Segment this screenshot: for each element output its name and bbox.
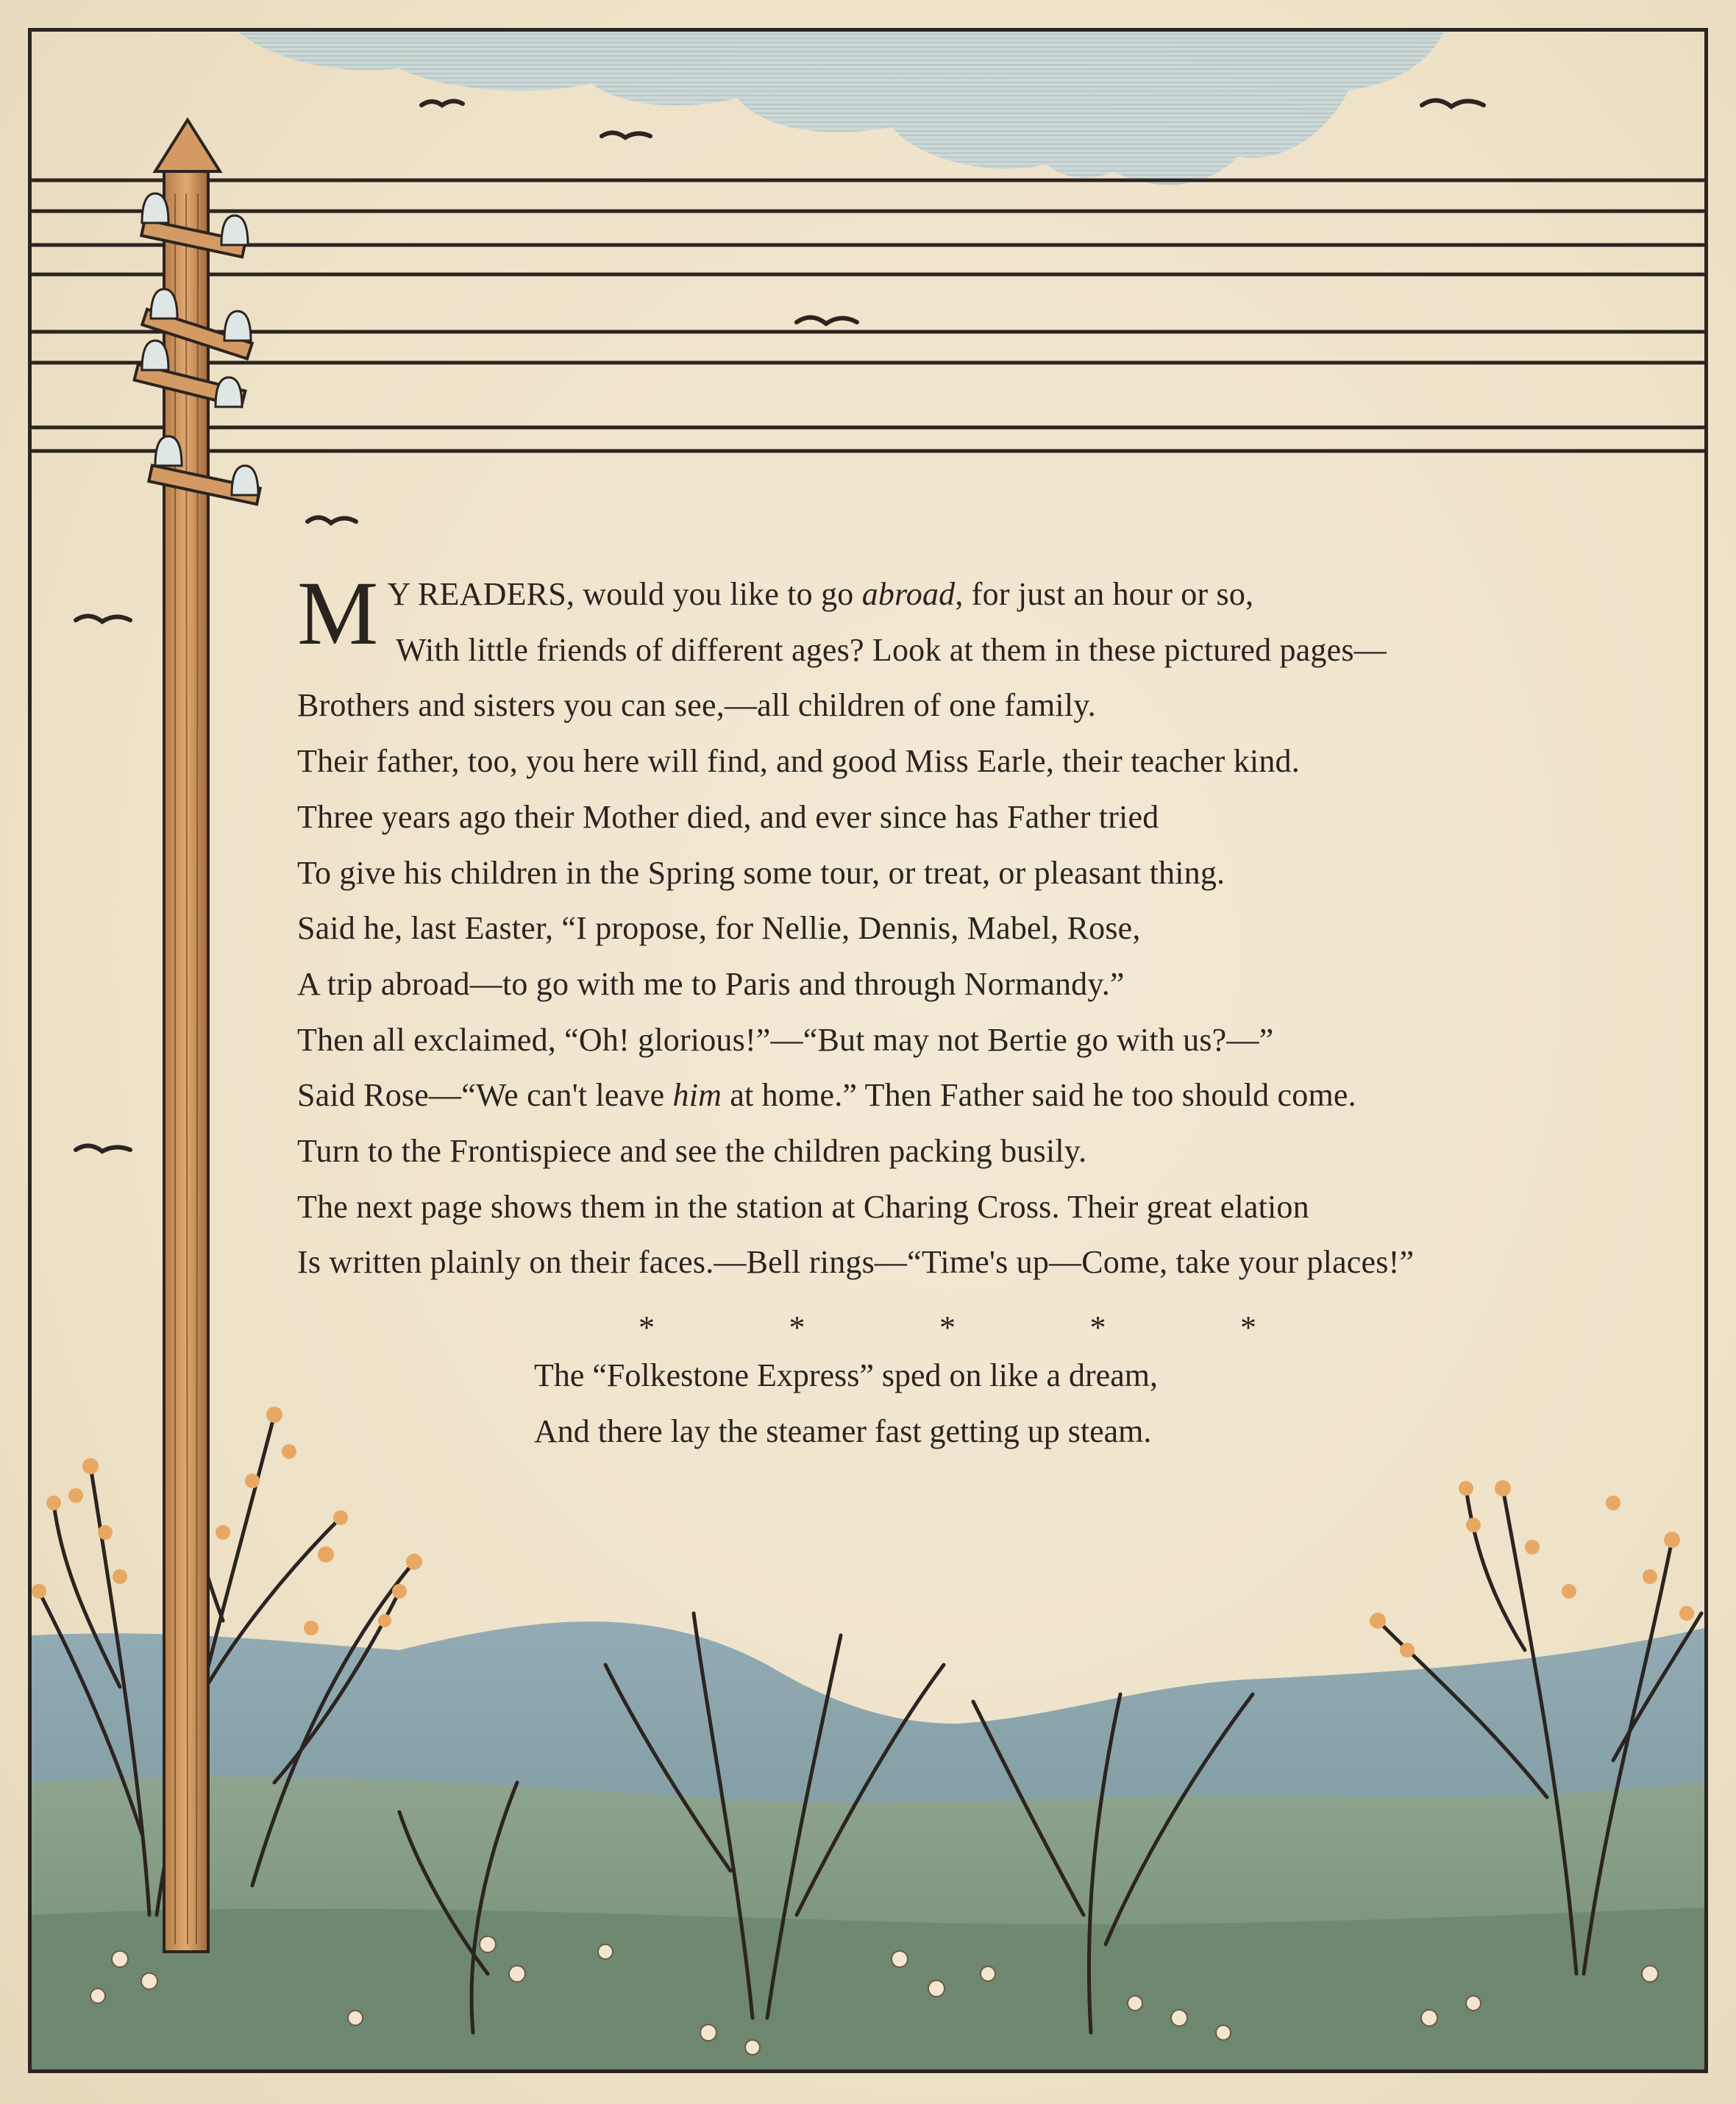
poem-line-1: M Y READERS, would you like to go abroad, for just an hour or so, [297, 563, 1254, 664]
poem-line-13: Is written plainly on their faces.—Bell rings—“Time's up—Come, take your places!” [297, 1244, 1415, 1281]
poem-line-5: Three years ago their Mother died, and ever since has Father tried [297, 798, 1159, 835]
asterisk: * [789, 1309, 805, 1346]
poem-line-12: The next page shows them in the station at Charing Cross. Their great elation [297, 1188, 1309, 1225]
asterisk: * [638, 1309, 655, 1346]
poem-line-7: Said he, last Easter, “I propose, for Nellie, Dennis, Mabel, Rose, [297, 910, 1141, 947]
section-asterisks [638, 1309, 1256, 1346]
telegraph-wires [32, 180, 1704, 451]
poem-line-4: Their father, too, you here will find, and good Miss Earle, their teacher kind. [297, 743, 1300, 780]
sky-clouds [238, 32, 1444, 185]
poem-line-6: To give his children in the Spring some tour, or treat, or pleasant thing. [297, 854, 1225, 891]
closing-couplet [534, 1348, 1417, 1460]
poem-line-3: Brothers and sisters you can see,—all children of one family. [297, 687, 1096, 724]
asterisk: * [1089, 1309, 1106, 1346]
closing-line-2: And there lay the steamer fast getting up steam. [534, 1413, 1152, 1449]
drop-cap: M [297, 563, 379, 664]
asterisk: * [939, 1309, 956, 1346]
poem-line-10: Said Rose—“We can't leave him at home.” Then Father said he too should come. [297, 1077, 1356, 1114]
poem-line-2: With little friends of different ages? Look at them in these pictured pages— [396, 631, 1387, 668]
closing-line-1: The “Folkestone Express” sped on like a dream, [534, 1357, 1158, 1393]
blossoms-right [1370, 1480, 1694, 1657]
poem-line-8: A trip abroad—to go with me to Paris and through Normandy.” [297, 965, 1125, 1002]
poem-text [297, 563, 1695, 1290]
asterisk: * [1240, 1309, 1256, 1346]
poem-line-11: Turn to the Frontispiece and see the children packing busily. [297, 1133, 1087, 1170]
distant-hills [32, 1621, 1704, 2069]
poem-line-9: Then all exclaimed, “Oh! glorious!”—“But may not Bertie go with us?—” [297, 1021, 1274, 1058]
